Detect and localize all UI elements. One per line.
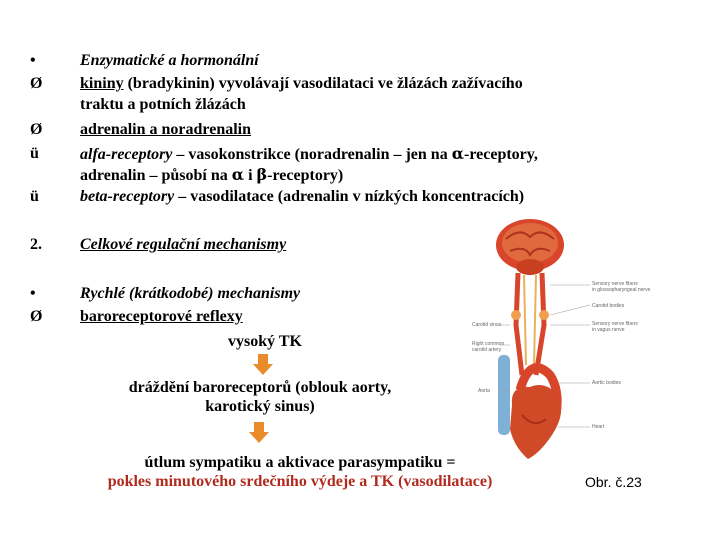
term-beta: beta-receptory — [80, 188, 175, 205]
term-kininy: kininy — [80, 75, 124, 92]
figure-caption: Obr. č.23 — [585, 474, 642, 490]
anatomy-figure — [470, 215, 670, 465]
figure-label: Heart — [592, 424, 605, 430]
flow-text: útlum sympatiku a aktivace parasympatiku = — [144, 454, 456, 471]
item-text: i — [244, 167, 257, 184]
item-text: (bradykinin) vyvolávají vasodilataci ve žlázách zažívacího — [123, 75, 523, 92]
item-text: traktu a potních žlázách — [80, 96, 246, 113]
anatomy-illustration — [470, 215, 670, 465]
item-text: – vasodilatace (adrenalin v nízkých koncentracích) — [174, 188, 525, 205]
item-heading: Enzymatické a hormonální — [80, 52, 259, 69]
figure-label: Carotid bodies — [592, 303, 625, 309]
down-arrow-icon — [252, 354, 274, 376]
bullet-check: ü — [30, 145, 39, 162]
figure-label: Carotid sinus — [472, 322, 502, 328]
item-text: baroreceptorové reflexy — [80, 308, 243, 325]
bullet-dot: • — [30, 285, 36, 302]
item-text: -receptory) — [267, 167, 344, 184]
bullet-dot: • — [30, 52, 36, 69]
flow-text: dráždění baroreceptorů (oblouk aorty, — [128, 379, 392, 396]
alpha-symbol: α — [231, 165, 245, 184]
flow-step-high-bp: vysoký TK — [228, 333, 302, 350]
figure-label: Sensory nerve fibers in vagus nerve — [592, 321, 638, 333]
figure-label: Aortic bodies — [592, 380, 621, 386]
flow-step-baroreceptors — [80, 378, 440, 416]
term-alfa: alfa-receptory — [80, 146, 173, 163]
bullet-arrowhead: Ø — [30, 121, 43, 138]
item-text: adrenalin a noradrenalin — [80, 121, 251, 138]
flow-text: karotický sinus) — [205, 398, 315, 415]
section-number: 2. — [30, 236, 42, 253]
section-title: Celkové regulační mechanismy — [80, 236, 287, 253]
item-heading: Rychlé (krátkodobé) mechanismy — [80, 285, 301, 302]
figure-label: Right common carotid artery — [472, 341, 505, 353]
item-text: -receptory, — [464, 146, 538, 163]
flow-text-highlight: pokles minutového srdečního výdeje a TK (vasodilatace) — [107, 473, 493, 490]
figure-label: Aorta — [478, 388, 490, 394]
down-arrow-icon — [248, 422, 270, 444]
bullet-arrowhead: Ø — [30, 308, 43, 325]
item-text: – vasokonstrikce (noradrenalin – jen na — [172, 146, 452, 163]
bullet-check: ü — [30, 188, 39, 205]
item-text: adrenalin – působí na — [80, 167, 232, 184]
beta-symbol: β — [256, 165, 268, 184]
bullet-arrowhead: Ø — [30, 75, 43, 92]
figure-label: Sensory nerve fibers in glossopharyngeal nerve — [592, 281, 651, 293]
alpha-symbol: α — [451, 144, 464, 163]
